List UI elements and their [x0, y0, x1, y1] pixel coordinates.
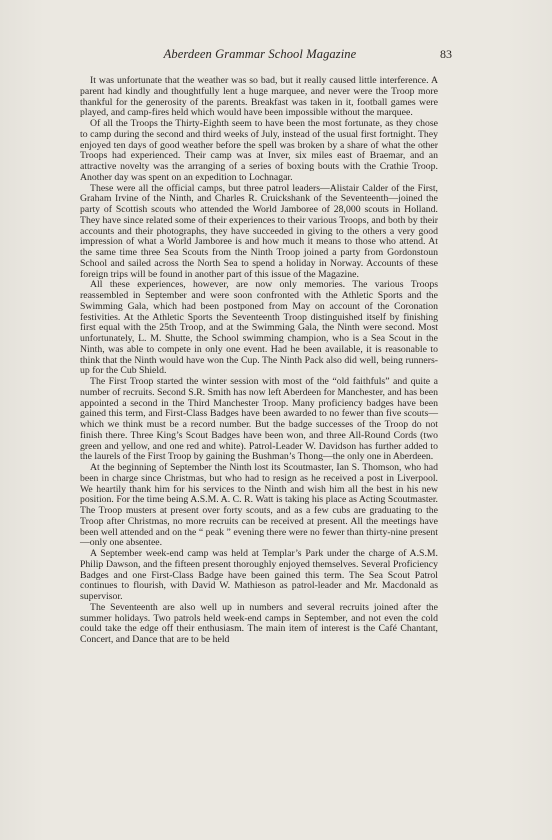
- article-body: [80, 76, 438, 646]
- paragraph: Of all the Troops the Thirty-Eighth seem to have been the most fortunate, as they chose to camp during the second and third weeks of July, instead of the usual first fortnight. They enjoyed ten days of good weather before the spell was broken by a share of what the other Troops had experienced. Their camp was at Inver, six miles east of Braemar, and an attractive novelty was the arranging of a series of boxing bouts with the Crathie Troop. Another day was spent on an expedition to Lochnagar.: [80, 118, 438, 183]
- page-header: [80, 46, 440, 64]
- paragraph: The Seventeenth are also well up in numbers and several recruits joined after the summer holidays. Two patrols held week-end camps in September, and not even the cold could take the edge off their enthusiasm. The main item of interest is the Café Chantant, Concert, and Dance that are to be held: [80, 601, 438, 645]
- paragraph: It was unfortunate that the weather was so bad, but it really caused little interference. A parent had kindly and thoughtfully lent a huge marquee, and never were the Troop more thankful for the generosity of the parents. Breakfast was taken in it, football games were played, and camp-fires held which would have been impossible without the marquee.: [80, 75, 438, 119]
- page-number: 83: [440, 47, 452, 61]
- running-title: Aberdeen Grammar School Magazine: [163, 47, 357, 61]
- paragraph: All these experiences, however, are now only memories. The various Troops reassembled in September and were soon confronted with the Athletic Sports and the Swimming Gala, which had been postponed from May on account of the Coronation festivities. At the Athletic Sports the Seventeenth Troop distinguished itself by finishing first equal with the 25th Troop, and at the Swimming Gala, the Ninth were second. Most unfortunately, L. M. Shutte, the School swimming champion, who is a Sea Scout in the Ninth, was able to compete in only one event. Had he been available, it is reasonable to think that the Ninth would have won the Cup. The Ninth Pack also did well, being runners-up for the Cub Shield.: [80, 279, 438, 377]
- paragraph: The First Troop started the winter session with most of the “old faithfuls” and quite a number of recruits. Second S.R. Smith has now left Aberdeen for Manchester, and has been appointed a second in the Third Manchester Troop. Many proficiency badges have been gained this term, and First-Class Badges have been awarded to no fewer than five scouts—which we think must be a record number. But the badge successes of the Troop do not finish there. Three King’s Scout Badges have been won, and three All-Round Cords (two green and yellow, and one red and white). Patrol-Leader W. Davidson has further added to the laurels of the First Troop by gaining the Bushman’s Thong—the only one in Aberdeen.: [80, 376, 438, 463]
- paragraph: These were all the official camps, but three patrol leaders—Alistair Calder of the First, Graham Irvine of the Ninth, and Charles R. Cruickshank of the Seventeenth—joined the party of Scottish scouts who attended the World Jamboree of 28,000 scouts in Holland. They have since related some of their experiences to their various Troops, and both by their accounts and their photographs, they have succeeded in giving to the others a very good impression of what a World Jamboree is and how much it means to those who attend. At the same time three Sea Scouts from the Ninth Troop joined a party from Gordonstoun School and sailed across the North Sea to spend a holiday in Norway. Accounts of these foreign trips will be found in another part of this issue of the Magazine.: [80, 182, 438, 280]
- paragraph: At the beginning of September the Ninth lost its Scoutmaster, Ian S. Thomson, who had been in charge since Christmas, but who had to resign as he received a post in Liverpool. We heartily thank him for his services to the Ninth and wish him all the best in his new position. For the time being A.S.M. A. C. R. Watt is taking his place as Acting Scoutmaster. The Troop musters at present over forty scouts, and as a few cubs are graduating to the Troop after Christmas, no more recruits can be received at present. All the meetings have been well attended and on the “ peak ” evening there were no fewer than thirty-nine present—only one absentee.: [80, 462, 438, 549]
- paragraph: A September week-end camp was held at Templar’s Park under the charge of A.S.M. Philip Dawson, and the fifteen present thoroughly enjoyed themselves. Several Proficiency Badges and one First-Class Badge have been gained this term. The Sea Scout Patrol continues to flourish, with David W. Mathieson as patrol-leader and Mr. Macdonald as supervisor.: [80, 548, 438, 602]
